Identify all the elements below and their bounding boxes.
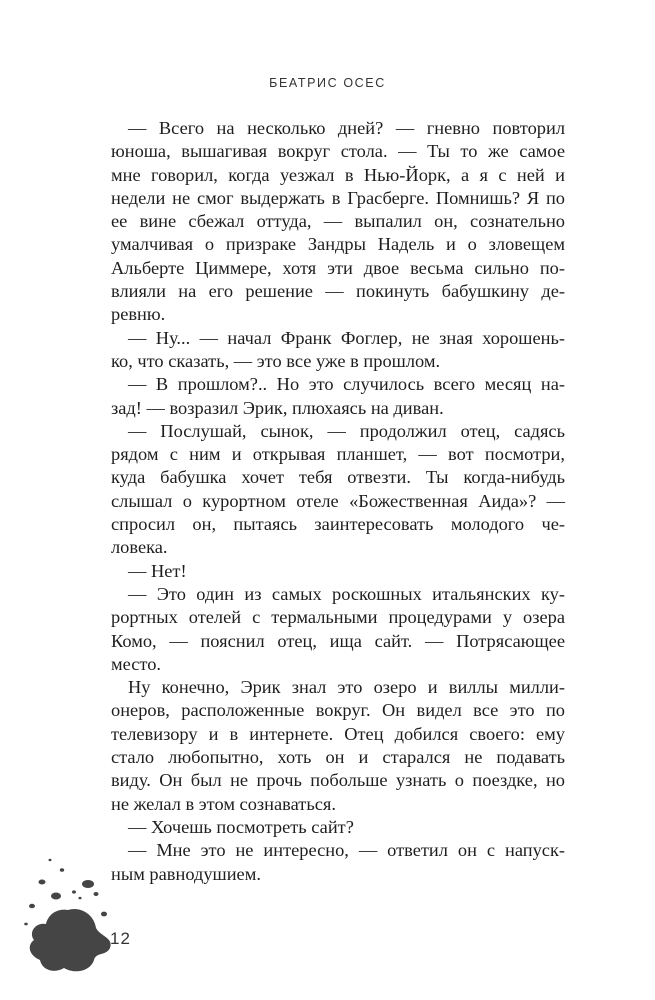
ink-blot-icon — [18, 848, 118, 978]
text-line: — Это один из самых роскошных итальянских ку- — [128, 583, 565, 604]
text-line: спросил он, пытаясь заинтересовать молодого че- — [111, 514, 565, 535]
text-line: ее вине сбежал оттуда, — выпалил он, сознательно — [111, 211, 565, 232]
text-line: Ну конечно, Эрик знал это озеро и виллы милли- — [128, 677, 565, 698]
text-line: онеров, расположенные вокруг. Он видел все это по — [111, 700, 565, 721]
text-line: ко, что сказать, — это все уже в прошлом. — [111, 350, 441, 371]
text-line: рортных отелей с термальными процедурами у озера — [111, 607, 565, 628]
running-header: БЕАТРИС ОСЕС — [269, 76, 386, 90]
text-line: — Мне это не интересно, — ответил он с напуск- — [128, 840, 565, 861]
text-line: куда бабушка хочет тебя отвезти. Ты когда-нибудь — [111, 467, 565, 488]
text-line: юноша, вышагивая вокруг стола. — Ты то же самое — [111, 141, 565, 162]
text-line: Альберте Циммере, хотя эти двое весьма сильно по- — [111, 257, 565, 278]
text-line: мне говорил, когда уезжал в Нью-Йорк, а я с ней и — [111, 164, 565, 185]
text-line: место. — [111, 653, 162, 674]
body-text — [111, 117, 565, 886]
text-line: ловека. — [111, 537, 168, 558]
text-line: — Ну... — начал Франк Фоглер, не зная хорошень- — [128, 327, 565, 348]
text-line: телевизору и в интернете. Отец добился своего: ему — [111, 723, 565, 744]
text-line: недели не смог выдержать в Грасберге. Помнишь? Я по — [111, 187, 565, 208]
text-line: стало любопытно, хоть он и старался не подавать — [111, 747, 565, 768]
text-line: — Послушай, сынок, — продолжил отец, садясь — [128, 420, 565, 441]
text-line: — Хочешь посмотреть сайт? — [128, 816, 354, 837]
text-line: ным равнодушием. — [111, 863, 261, 884]
text-line: ревню. — [111, 304, 166, 325]
text-line: — Нет! — [128, 560, 187, 581]
text-line: слышал о курортном отеле «Божественная Аида»? — — [111, 490, 565, 511]
text-line: зад! — возразил Эрик, плюхаясь на диван. — [111, 397, 444, 418]
text-line: умалчивая о призраке Зандры Надель и о зловещем — [111, 234, 565, 255]
text-line: — В прошлом?.. Но это случилось всего месяц на- — [128, 374, 565, 395]
text-line: не желал в этом сознаваться. — [111, 793, 336, 814]
text-line: Комо, — пояснил отец, ища сайт. — Потрясающее — [111, 630, 565, 651]
text-line: — Всего на несколько дней? — гневно повторил — [128, 118, 565, 138]
text-line: рядом с ним и открывая планшет, — вот посмотри, — [111, 444, 565, 465]
text-line: виду. Он был не прочь побольше узнать о поездке, но — [111, 770, 565, 791]
text-line: влияли на его решение — покинуть бабушкину де- — [111, 281, 565, 302]
page-number: 12 — [110, 929, 131, 948]
